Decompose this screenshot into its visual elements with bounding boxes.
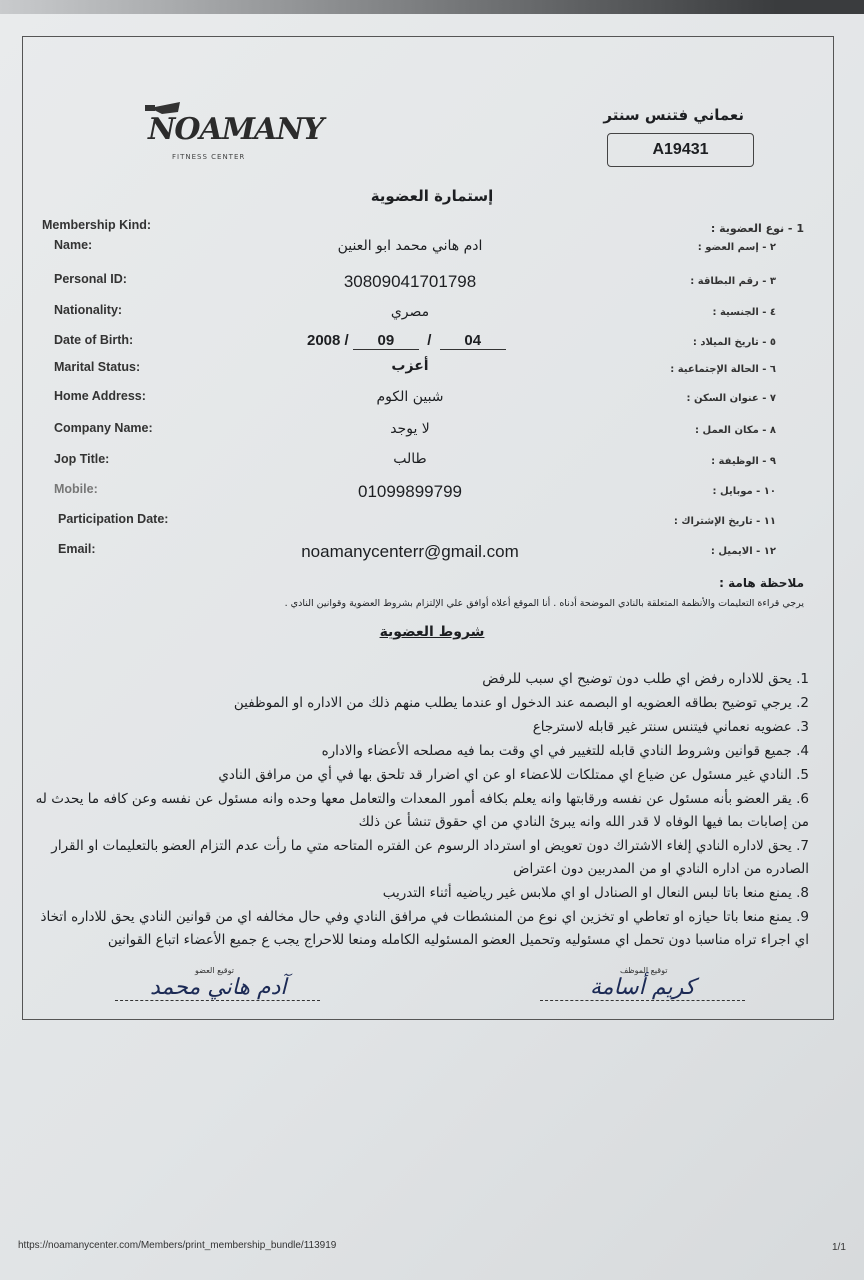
note-text: يرجي قراءة التعليمات والأنظمة المتعلقة بالنادي الموضحة أدناه . أنا الموقع أعلاه أوافق علي الإلتزام بشروط العضوية وقوانين النادي . [284, 598, 804, 609]
label-mobile: Mobile: [54, 482, 98, 496]
member-code: A19431 [607, 133, 754, 167]
term-item: 3. عضويه نعماني فيتنس سنتر غير قابله لاسترجاع [532, 719, 809, 735]
label-ar-dob: ٥ - تاريخ الميلاد : [692, 337, 776, 348]
value-job-title: طالب [393, 451, 427, 467]
label-ar-job-title: ٩ - الوظيفة : [711, 456, 776, 467]
term-item: 7. يحق لاداره النادي إلغاء الاشتراك دون تعويض او استرداد الرسوم عن الفتره المتاحه متي ما رأت عدم التزام العضو بالتعليمات او القرار الصادره من اداره النادي او من المدربين دون اعتراض [51, 838, 809, 877]
label-ar-home-address: ٧ - عنوان السكن : [686, 393, 776, 404]
term-item: 5. النادي غير مسئول عن ضياع اي ممتلكات للاعضاء او عن اي اضرار قد تلحق بها في أي من مرافق النادي [218, 767, 809, 783]
dob-month: 09 [353, 332, 419, 350]
label-ar-marital-status: ٦ - الحالة الإجتماعية : [670, 364, 776, 375]
label-participation-date: Participation Date: [58, 512, 169, 526]
label-nationality: Nationality: [54, 303, 123, 317]
member-signature-label: توقيع العضو [195, 966, 234, 975]
label-membership-kind: Membership Kind: [42, 218, 152, 232]
footer-url: https://noamanycenter.com/Members/print_membership_bundle/113919 [18, 1240, 337, 1251]
value-marital-status: أعزب [391, 358, 429, 374]
label-marital-status: Marital Status: [54, 360, 141, 374]
member-signature: آدم هاني محمد [150, 975, 287, 1000]
label-dob: Date of Birth: [54, 333, 134, 347]
term-item: 8. يمنع منعا باتا لبس النعال او الصنادل او اي ملابس غير رياضيه أثناء التدريب [382, 885, 809, 901]
term-item: 4. جميع قوانين وشروط النادي قابله للتغيير في اي وقت بما فيه مصلحه الأعضاء والاداره [321, 743, 809, 759]
terms-title: شروط العضوية [379, 624, 485, 640]
staff-signature-line [540, 1000, 745, 1001]
label-personal-id: Personal ID: [54, 272, 127, 286]
footer-page: 1/1 [832, 1242, 846, 1253]
value-dob [307, 332, 506, 350]
staff-signature: كريم أسامة [590, 975, 696, 1000]
terms-list [29, 668, 809, 953]
label-ar-email: ١٢ - الايميل : [710, 546, 776, 557]
label-ar-personal-id: ٣ - رقم البطاقة : [690, 276, 776, 287]
note-title: ملاحظة هامة : [719, 576, 804, 590]
dob-separator: / [344, 332, 349, 349]
value-personal-id: 30809041701798 [343, 272, 477, 291]
label-ar-membership-kind: 1 - نوع العضوية : [710, 222, 804, 235]
value-home-address: شبين الكوم [376, 389, 444, 405]
form-title: إستمارة العضوية [370, 187, 494, 205]
dob-separator: / [427, 332, 432, 349]
label-home-address: Home Address: [54, 389, 146, 403]
label-name: Name: [54, 238, 93, 252]
label-company-name: Company Name: [54, 421, 153, 435]
label-ar-mobile: ١٠ - موبايل : [712, 486, 776, 497]
club-name: نعماني فتنس سنتر [603, 106, 744, 124]
value-mobile: 01099899799 [357, 482, 462, 501]
label-job-title: Jop Title: [54, 452, 110, 466]
member-signature-line [115, 1000, 320, 1001]
label-email: Email: [58, 542, 96, 556]
label-ar-nationality: ٤ - الجنسية : [712, 307, 776, 318]
dob-year: 2008 [307, 332, 341, 349]
dob-day: 04 [440, 332, 506, 350]
term-item: 6. يقر العضو بأنه مسئول عن نفسه ورقابتها وانه يعلم بكافه أمور المعدات والتعامل معها وحده وانه مسئول عن نفسه وعن كافه ما يحدث له من إصابات بما فيها الوفاه لا قدر الله وانه يبرئ النادي من اي حقوق تنشأ عن ذلك [35, 791, 809, 830]
label-ar-participation-date: ١١ - تاريخ الإشتراك : [673, 516, 776, 527]
logo-text: NOAMANY [148, 112, 324, 147]
value-nationality: مصري [390, 304, 430, 320]
term-item: 2. يرجي توضيح بطاقه العضويه او البصمه عند الدخول او عندما يطلب منهم ذلك من الاداره او الموظفين [233, 695, 809, 711]
label-ar-company-name: ٨ - مكان العمل : [695, 425, 776, 436]
term-item: 9. يمنع منعا باتا حيازه او تعاطي او تخزين اي نوع من المنشطات في مرافق النادي وفي حال مخالفه اي من قوانين النادي يحق للاداره اتخاذ اي اجراء تراه مناسبا دون تحمل اي مسئوليه وتحميل العضو المسئوليه الكامله ومنعا للاحراج يجب ع جميع الأعضاء اتباع القوانين [40, 909, 809, 948]
logo-subtitle: FITNESS CENTER [172, 153, 246, 161]
staff-signature-label: توقيع الموظف [620, 966, 668, 975]
value-email: noamanycenterr@gmail.com [301, 542, 519, 561]
value-name: ادم هاني محمد ابو العنين [337, 238, 483, 254]
value-company-name: لا يوجد [390, 421, 430, 437]
term-item: 1. يحق للاداره رفض اي طلب دون توضيح اي سبب للرفض [482, 671, 809, 687]
label-ar-name: ٢ - إسم العضو : [697, 242, 776, 253]
